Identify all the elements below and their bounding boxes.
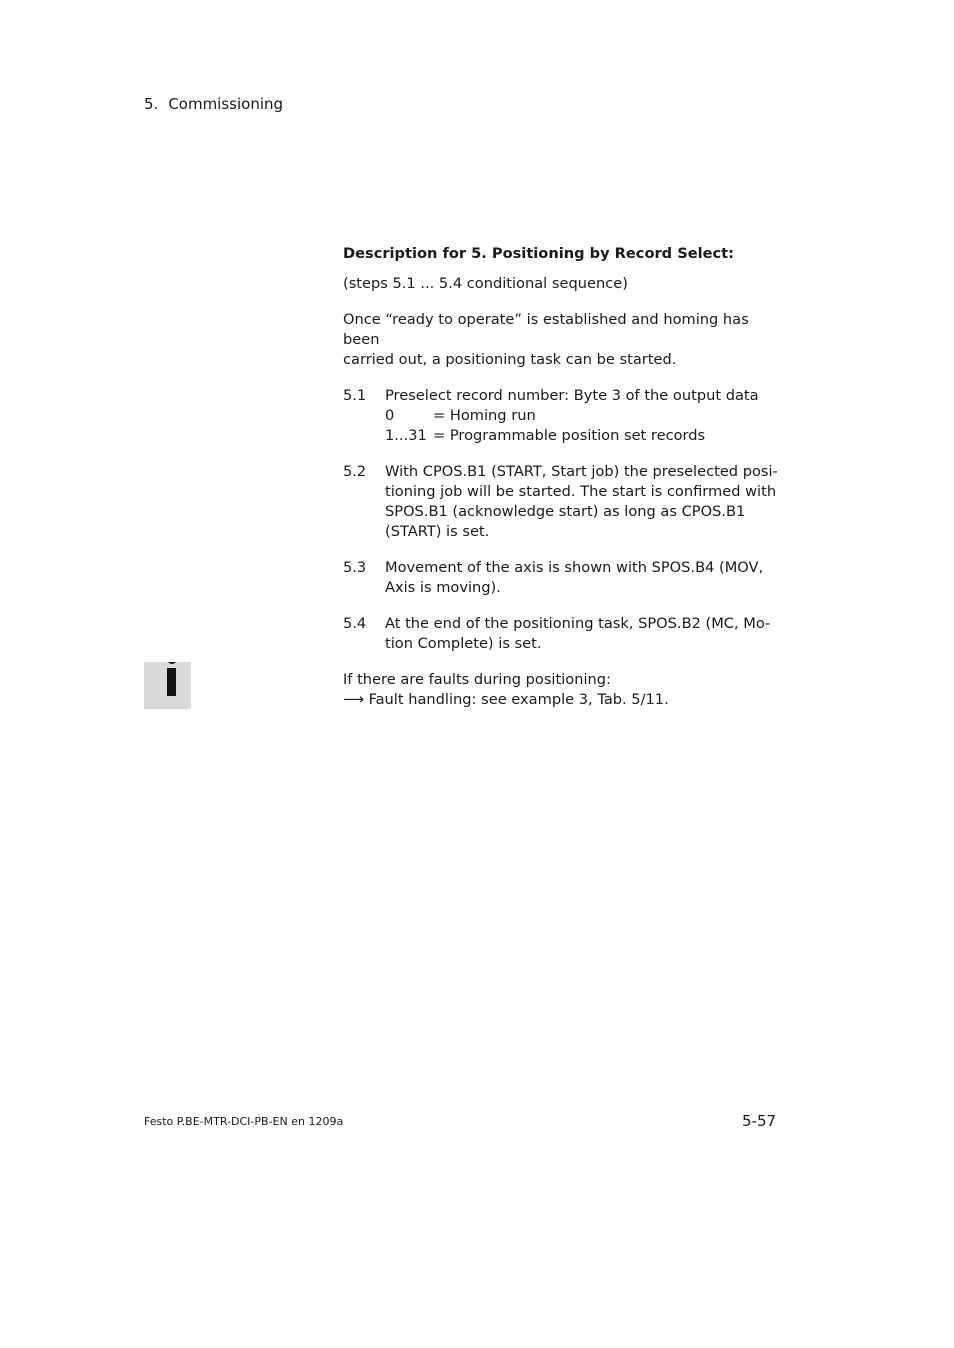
note-text: If there are faults during positioning:	[343, 671, 611, 688]
step-text: (START) is set.	[385, 523, 490, 540]
step-number: 5.4	[343, 615, 367, 632]
step-text: Movement of the axis is shown with SPOS.B4 (MOV,	[385, 559, 764, 576]
step-number: 5.2	[343, 463, 367, 480]
intro-line: Once “ready to operate” is established and homing has been	[343, 311, 749, 348]
record-option	[385, 406, 783, 426]
step-text: tion Complete) is set.	[385, 635, 542, 652]
step-number: 5.3	[343, 559, 367, 576]
document-id: Festo P.BE-MTR-DCI-PB-EN en 1209a	[144, 1115, 344, 1128]
chapter-number: 5.	[144, 95, 159, 113]
record-value: = Programmable position set records	[433, 427, 706, 444]
section-heading: Description for 5. Positioning by Record Select:	[343, 245, 734, 262]
step-text: With CPOS.B1 (START, Start job) the preselected posi-	[385, 463, 778, 480]
step-text: Axis is moving).	[385, 579, 501, 596]
step-text: Preselect record number: Byte 3 of the output data	[385, 387, 759, 404]
main-content	[343, 244, 783, 710]
info-icon	[144, 662, 191, 709]
note-reference	[343, 690, 783, 710]
record-key: 0	[385, 407, 395, 424]
chapter-title: Commissioning	[168, 95, 284, 113]
note-reference-text: Fault handling: see example 3, Tab. 5/11.	[368, 691, 669, 708]
section-subheading: (steps 5.1 ... 5.4 conditional sequence)	[343, 275, 628, 292]
page-number: 5-57	[742, 1112, 777, 1130]
step-5-1	[343, 386, 783, 446]
intro-line: carried out, a positioning task can be started.	[343, 351, 677, 368]
step-text: tioning job will be started. The start is confirmed with	[385, 483, 777, 500]
step-text: At the end of the positioning task, SPOS.B2 (MC, Mo-	[385, 615, 771, 632]
record-key: 1...31	[385, 427, 427, 444]
step-5-2	[343, 462, 783, 542]
record-option	[385, 426, 783, 446]
step-text: SPOS.B1 (acknowledge start) as long as CPOS.B1	[385, 503, 746, 520]
step-number: 5.1	[343, 387, 367, 404]
running-header	[144, 94, 283, 114]
record-value: = Homing run	[433, 407, 536, 424]
step-5-4	[343, 614, 783, 654]
arrow-right-icon: ⟶	[343, 691, 364, 708]
step-5-3	[343, 558, 783, 598]
info-note-marker	[144, 662, 191, 709]
